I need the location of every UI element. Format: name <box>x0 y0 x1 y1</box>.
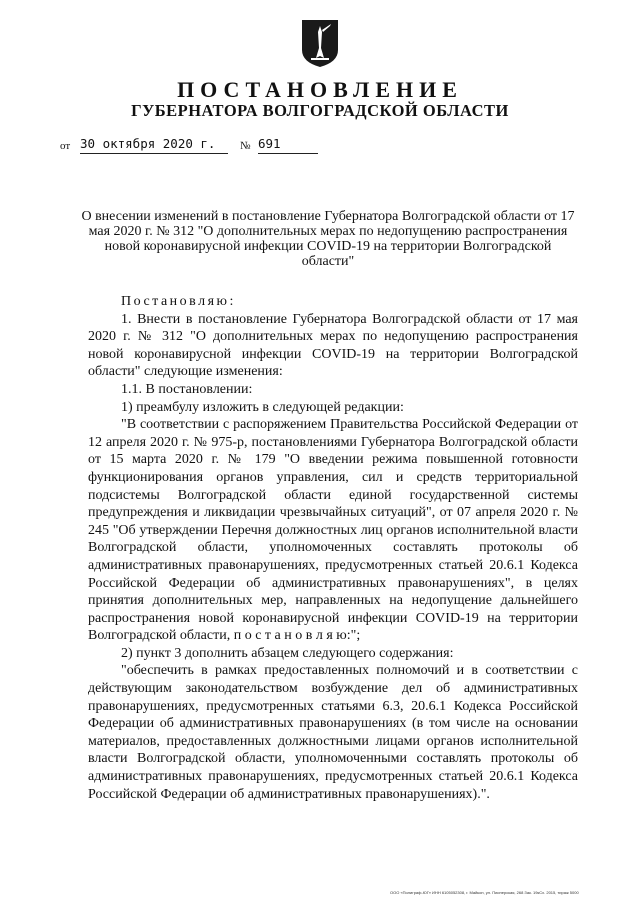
number-label: № <box>240 140 251 152</box>
paragraph-preamble-text: "В соответствии с распоряжением Правительства Российской Федерации от 12 апреля 2020 г. № 975-р, постановлениями Губернатора Волгоградской области от 15 марта 2020 г. № 179 "О введении режима повышенной готовности функционирования органов управления, сил и средств территориальной подсистемы Волгоградской области единой государственной системы предупреждения и ликвидации чрезвычайных ситуаций", от 07 апреля 2020 г. № 245 "Об утверждении Перечня должностных лиц органов исполнительной власти Волгоградской области, уполномоченных составлять протоколы об административных правонарушениях, предусмотренных статьей 20.6.1 Кодекса Российской Федерации об административных правонарушениях", в целях принятия дополнительных мер, направленных на недопущение дальнейшего распространения новой коронавирусной инфекции COVID-19 на территории Волгоградской области, п о с т а н о в л я ю:"; <box>88 417 578 644</box>
number-field: 691 <box>258 136 318 154</box>
date-field: 30 октября 2020 г. <box>80 136 228 154</box>
document-subject: О внесении изменений в постановление Губернатора Волгоградской области от 17 мая 2020 г. № 312 "О дополнительных мерах по недопущению распространения новой коронавирусной инфекции COVID-19 на территории Волгоградской области" <box>81 209 575 269</box>
paragraph-point-3-text: "обеспечить в рамках предоставленных полномочий и в соответствии с действующим законодательством возбуждение дел об административных правонарушениях, предусмотренных статьями 6.3, 20.6.1 Кодекса Российской Федерации об административных правонарушениях (в том числе на основании материалов, предоставленных должностными лицами органов исполнительной власти Волгоградской области, уполномоченными составлять протоколы об административных правонарушениях, предусмотренных статьей 20.6.1 Кодекса Российской Федерации об административных правонарушениях).". <box>88 663 578 802</box>
document-body <box>88 293 578 803</box>
document-issuer: ГУБЕРНАТОРА ВОЛГОГРАДСКОЙ ОБЛАСТИ <box>131 101 509 120</box>
coat-of-arms-icon <box>300 18 340 68</box>
paragraph-point-3: 2) пункт 3 дополнить абзацем следующего содержания: <box>121 645 454 661</box>
decree-word: Постановляю: <box>121 294 236 309</box>
number-label-row <box>240 138 251 153</box>
paragraph-1-1: 1.1. В постановлении: <box>121 381 253 397</box>
document-title: ПОСТАНОВЛЕНИЕ <box>177 77 463 102</box>
paragraph-preamble: 1) преамбулу изложить в следующей редакции: <box>121 399 404 415</box>
date-label-row <box>60 138 70 153</box>
date-label: от <box>60 140 71 152</box>
printer-footer: ООО «Полиграф-ЮГ» ИНН 6105052308, г. Майкоп, ул. Пионерская, 268 Зак. 19кСх. 2015, тираж 5000 <box>390 890 579 895</box>
paragraph-1: 1. Внести в постановление Губернатора Волгоградской области от 17 мая 2020 г. № 312 "О дополнительных мерах по недопущению распространения новой коронавирусной инфекции COVID-19 на территории Волгоградской области" следующие изменения: <box>88 311 578 380</box>
